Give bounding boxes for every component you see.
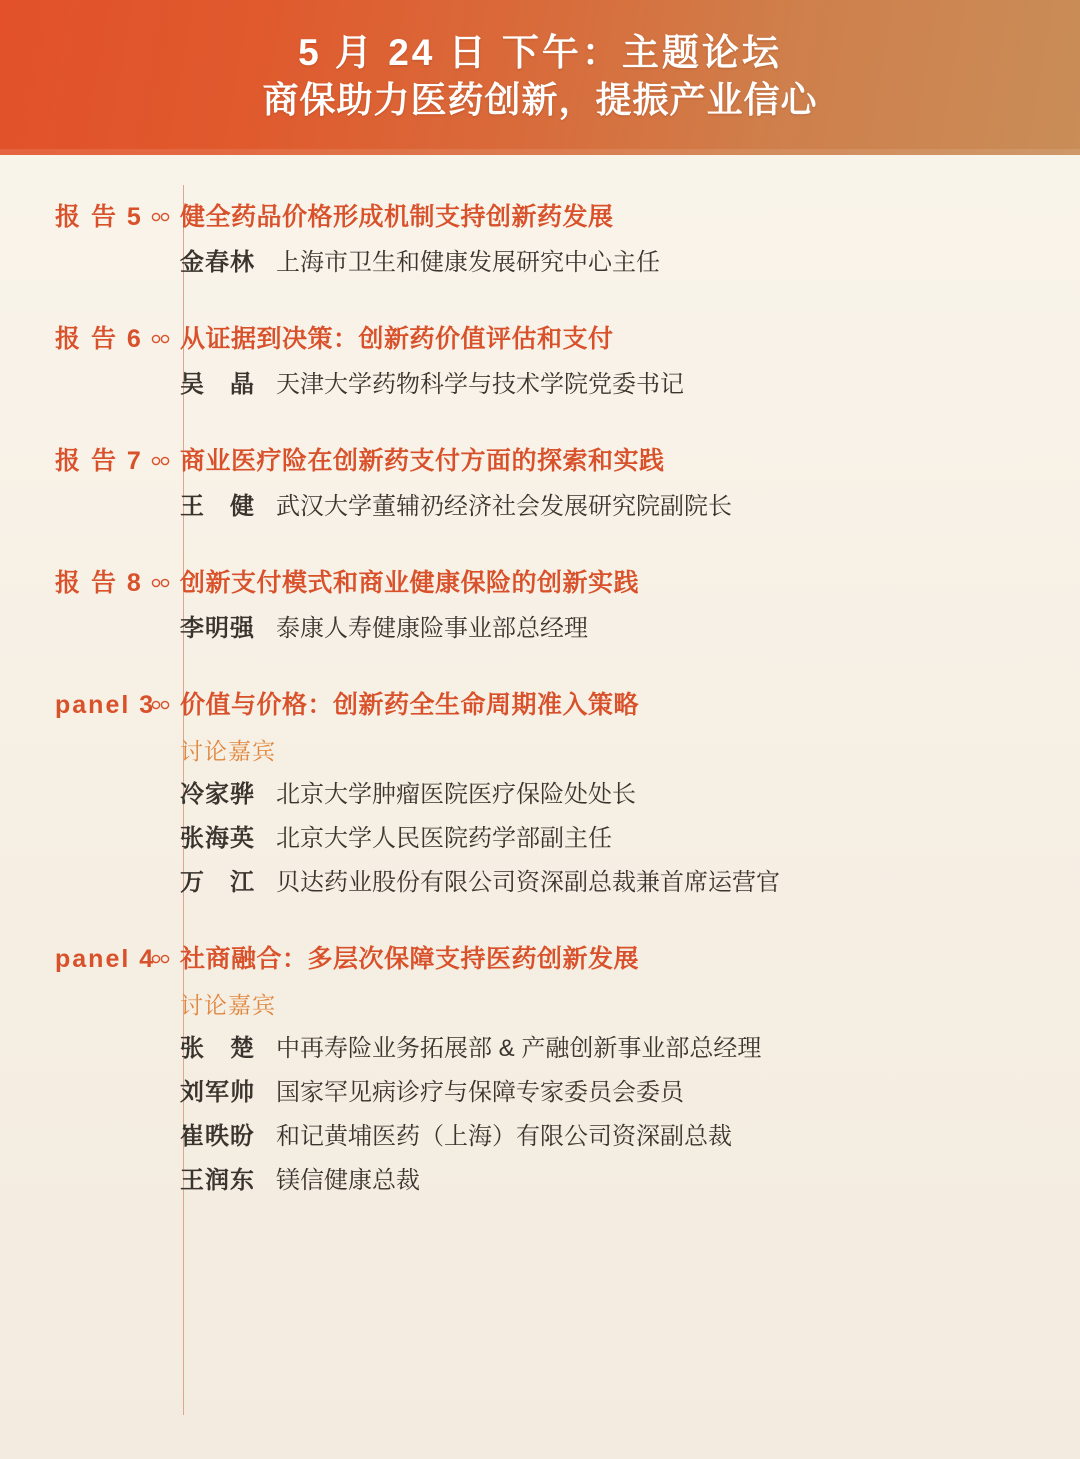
speaker-name: 刘军帅 [180, 1079, 255, 1106]
entry-body [180, 565, 1080, 651]
entry-label: 报 告 8 [55, 569, 143, 597]
speaker-row [180, 1071, 1040, 1115]
speaker-name: 金春林 [180, 249, 255, 276]
entry-title: 价值与价格：创新药全生命周期准入策略 [180, 691, 640, 719]
entry-label: 报 告 6 [55, 325, 143, 353]
double-circle-bullet-icon [150, 565, 180, 601]
entry-body [180, 687, 1080, 905]
speaker-name: 张 楚 [180, 1035, 255, 1062]
double-circle-bullet-icon [150, 941, 180, 977]
double-circle-bullet-icon [150, 199, 180, 235]
speaker-affiliation: 贝达药业股份有限公司资深副总裁兼首席运营官 [276, 869, 780, 896]
entry-label: 报 告 7 [55, 447, 143, 475]
speaker-name: 李明强 [180, 615, 255, 642]
entry-body [180, 941, 1080, 1203]
speaker-name: 王润东 [180, 1167, 255, 1194]
entry-title: 健全药品价格形成机制支持创新药发展 [180, 203, 614, 231]
header-title-line2: 商保助力医药创新，提振产业信心 [262, 79, 818, 121]
speaker-name: 王 健 [180, 493, 255, 520]
entry-body [180, 199, 1080, 285]
speaker-row [180, 1159, 1040, 1203]
double-circle-bullet-icon [150, 443, 180, 479]
speaker-list [180, 607, 1040, 651]
entry-label: 报 告 5 [55, 203, 143, 231]
speaker-affiliation: 天津大学药物科学与技术学院党委书记 [276, 371, 684, 398]
agenda-entry [0, 199, 1080, 285]
agenda-entry [0, 941, 1080, 1203]
agenda-entry [0, 565, 1080, 651]
speaker-row [180, 1027, 1040, 1071]
speaker-list [180, 241, 1040, 285]
speaker-list [180, 773, 1040, 905]
speaker-affiliation: 北京大学人民医院药学部副主任 [276, 825, 612, 852]
guest-list-label: 讨论嘉宾 [180, 992, 276, 1018]
speaker-affiliation: 武汉大学董辅礽经济社会发展研究院副院长 [276, 493, 732, 520]
speaker-name: 冷家骅 [180, 781, 255, 808]
speaker-affiliation: 上海市卫生和健康发展研究中心主任 [276, 249, 660, 276]
speaker-list [180, 1027, 1040, 1203]
entry-label: panel 3 [55, 691, 156, 719]
speaker-row [180, 817, 1040, 861]
agenda-entry [0, 321, 1080, 407]
speaker-name: 吴 晶 [180, 371, 255, 398]
entry-body [180, 321, 1080, 407]
speaker-affiliation: 北京大学肿瘤医院医疗保险处处长 [276, 781, 636, 808]
speaker-row [180, 773, 1040, 817]
speaker-list [180, 485, 1040, 529]
entry-title: 从证据到决策：创新药价值评估和支付 [180, 325, 614, 353]
speaker-affiliation: 国家罕见病诊疗与保障专家委员会委员 [276, 1079, 684, 1106]
speaker-affiliation: 泰康人寿健康险事业部总经理 [276, 615, 588, 642]
speaker-affiliation: 中再寿险业务拓展部 & 产融创新事业部总经理 [276, 1035, 762, 1062]
speaker-row [180, 241, 1040, 285]
agenda-list [0, 155, 1080, 1203]
speaker-row [180, 607, 1040, 651]
speaker-row [180, 363, 1040, 407]
poster-header [0, 0, 1080, 155]
entry-title: 创新支付模式和商业健康保险的创新实践 [180, 569, 640, 597]
entry-body [180, 443, 1080, 529]
double-circle-bullet-icon [150, 687, 180, 723]
entry-label: panel 4 [55, 945, 156, 973]
speaker-name: 崔昳昐 [180, 1123, 255, 1150]
agenda-entry [0, 687, 1080, 905]
speaker-affiliation: 镁信健康总裁 [276, 1167, 420, 1194]
speaker-list [180, 363, 1040, 407]
entries-container [0, 199, 1080, 1203]
entry-title: 商业医疗险在创新药支付方面的探索和实践 [180, 447, 665, 475]
guest-list-label: 讨论嘉宾 [180, 738, 276, 764]
speaker-row [180, 485, 1040, 529]
double-circle-bullet-icon [150, 321, 180, 357]
speaker-name: 万 江 [180, 869, 255, 896]
speaker-row [180, 861, 1040, 905]
speaker-name: 张海英 [180, 825, 255, 852]
speaker-affiliation: 和记黄埔医药（上海）有限公司资深副总裁 [276, 1123, 732, 1150]
entry-title: 社商融合：多层次保障支持医药创新发展 [180, 945, 640, 973]
agenda-entry [0, 443, 1080, 529]
header-title-line1: 5 月 24 日 下午：主题论坛 [298, 32, 782, 74]
speaker-row [180, 1115, 1040, 1159]
